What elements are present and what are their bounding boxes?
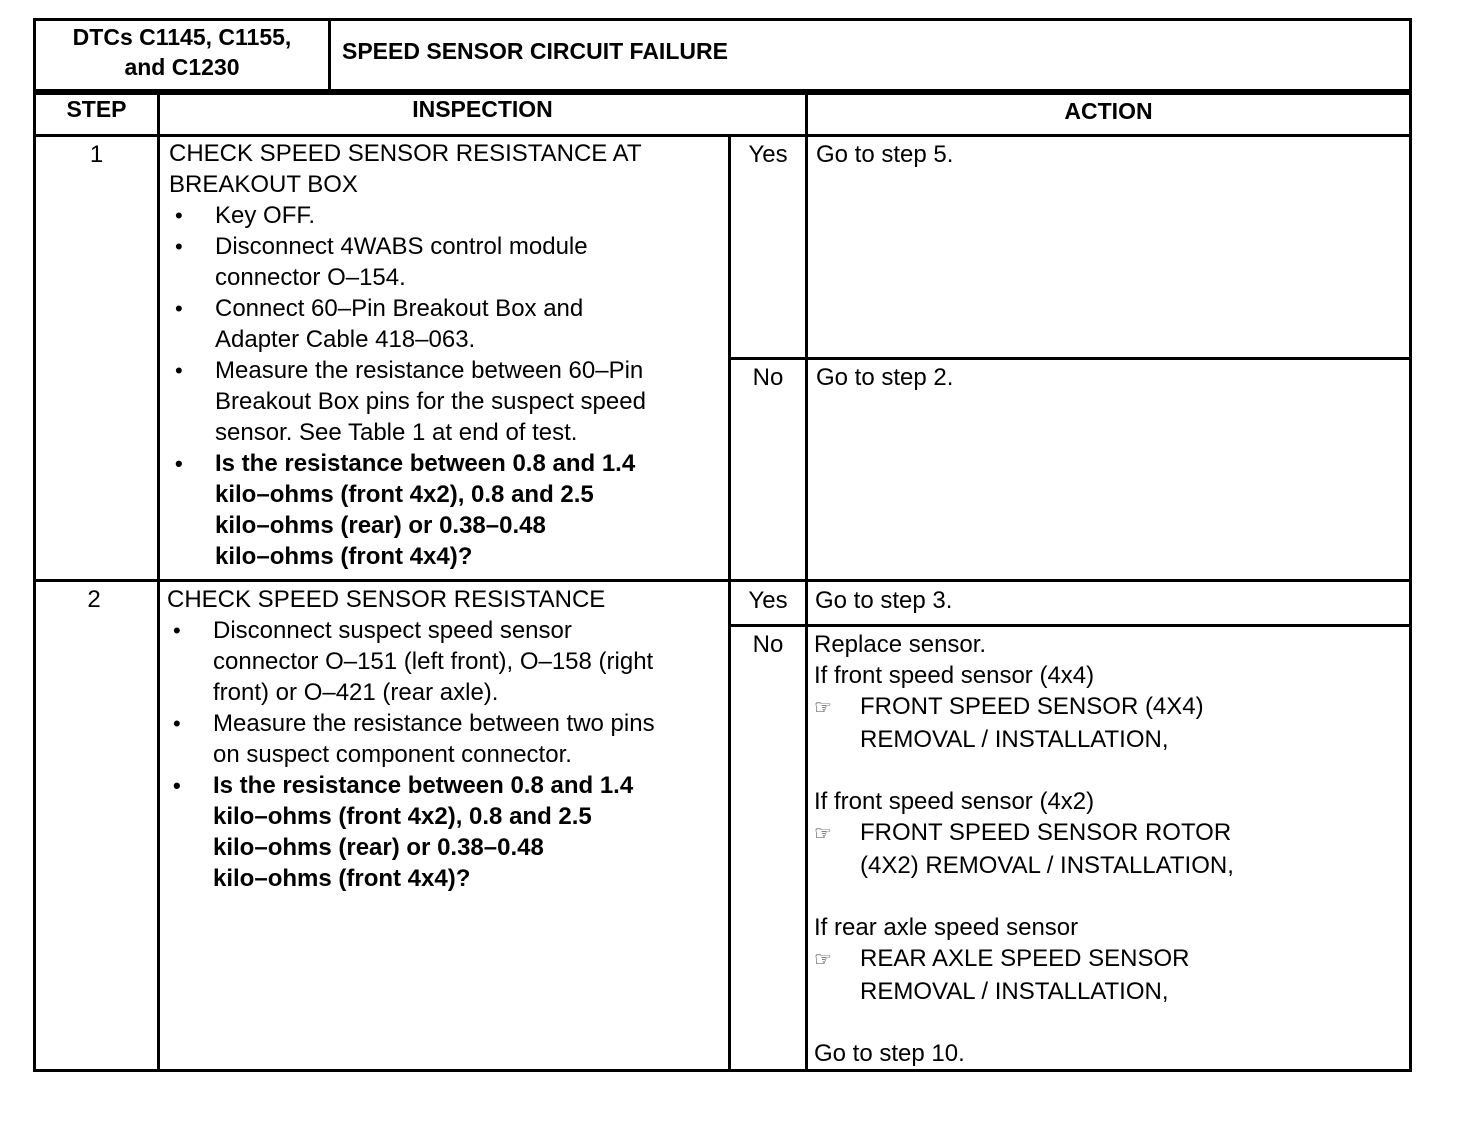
column-header-rule [33, 134, 1412, 137]
step-number: 1 [89, 141, 104, 168]
action-condition: If front speed sensor (4x4) [814, 662, 1095, 689]
step1-yes-no-rule [728, 357, 1412, 360]
dtc-codes-line-2: and C1230 [124, 54, 240, 80]
bullet-line: • Measure the resistance between 60–Pin [215, 357, 644, 384]
step1-inspection [169, 138, 725, 572]
column-header-inspection: INSPECTION [412, 96, 553, 122]
action-column-divider [805, 92, 808, 1072]
reference-link[interactable] [814, 691, 1408, 724]
bullet-line: connector O–154. [215, 264, 406, 291]
reference-text: REMOVAL / INSTALLATION, [860, 726, 1169, 753]
inspection-bullet-list [169, 200, 725, 572]
bullet-line: • Measure the resistance between two pins [213, 710, 655, 737]
inspection-title: CHECK SPEED SENSOR RESISTANCE [167, 586, 606, 613]
bullet-line: • Is the resistance between 0.8 and 1.4 [213, 772, 634, 799]
step2-inspection [167, 584, 725, 894]
yes-label: Yes [748, 587, 788, 614]
dtc-codes-line-1: DTCs C1145, C1155, [72, 24, 292, 50]
bullet-line: front) or O–421 (rear axle). [213, 679, 499, 706]
pointing-hand-icon: ☞ [814, 823, 832, 845]
bullet-line: • Is the resistance between 0.8 and 1.4 [215, 450, 636, 477]
step2-no-action [814, 629, 1408, 1069]
list-item [169, 231, 725, 293]
spacer [814, 881, 1408, 912]
bullet-line: connector O–151 (left front), O–158 (right [213, 648, 654, 675]
bullet-line: kilo–ohms (front 4x2), 0.8 and 2.5 [213, 803, 592, 830]
no-label: No [752, 631, 784, 658]
list-item [169, 355, 725, 448]
column-header-action: ACTION [1064, 98, 1153, 124]
list-item [169, 200, 725, 231]
list-item [167, 708, 725, 770]
reference-text: FRONT SPEED SENSOR (4X4) [860, 693, 1204, 720]
yes-action: Go to step 3. [815, 587, 953, 614]
step-separator-rule [33, 579, 1412, 582]
inspection-title: CHECK SPEED SENSOR RESISTANCE AT [169, 140, 642, 167]
action-line: Replace sensor. [814, 631, 987, 658]
list-item [167, 615, 725, 708]
pointing-hand-icon: ☞ [814, 697, 832, 719]
bullet-line: • Connect 60–Pin Breakout Box and [215, 295, 584, 322]
bullet-line: • Disconnect 4WABS control module [215, 233, 588, 260]
reference-link[interactable] [814, 817, 1408, 850]
inspection-title: BREAKOUT BOX [169, 171, 358, 198]
reference-text: (4X2) REMOVAL / INSTALLATION, [860, 852, 1234, 879]
bullet-line: kilo–ohms (rear) or 0.38–0.48 [213, 834, 544, 861]
step2-yes-no-rule [728, 624, 1412, 627]
column-header-step: STEP [66, 96, 127, 122]
yes-action: Go to step 5. [816, 141, 954, 168]
inspection-bullet-list [167, 615, 725, 894]
action-condition: If rear axle speed sensor [814, 914, 1079, 941]
bullet-line: kilo–ohms (front 4x4)? [215, 543, 473, 570]
bullet-line: on suspect component connector. [213, 741, 572, 768]
spacer [814, 755, 1408, 786]
bullet-line: • Key OFF. [215, 202, 316, 229]
list-item-question [169, 448, 725, 572]
reference-text: REAR AXLE SPEED SENSOR [860, 945, 1190, 972]
yes-label: Yes [748, 141, 788, 168]
bullet-line: • Disconnect suspect speed sensor [213, 617, 572, 644]
pointing-hand-icon: ☞ [814, 949, 832, 971]
action-line: Go to step 10. [814, 1040, 965, 1067]
no-label: No [752, 364, 784, 391]
reference-text: REMOVAL / INSTALLATION, [860, 978, 1169, 1005]
page-title: SPEED SENSOR CIRCUIT FAILURE [342, 38, 728, 64]
bullet-line: Adapter Cable 418–063. [215, 326, 476, 353]
bullet-line: kilo–ohms (rear) or 0.38–0.48 [215, 512, 546, 539]
dtc-codes [36, 22, 328, 82]
bullet-line: kilo–ohms (front 4x4)? [213, 865, 471, 892]
step-column-divider [157, 92, 160, 1072]
bullet-line: kilo–ohms (front 4x2), 0.8 and 2.5 [215, 481, 594, 508]
step-number: 2 [87, 586, 101, 613]
no-action: Go to step 2. [816, 364, 954, 391]
header-divider [328, 18, 331, 92]
spacer [814, 1007, 1408, 1038]
bullet-line: Breakout Box pins for the suspect speed [215, 388, 646, 415]
reference-link[interactable] [814, 943, 1408, 976]
list-item-question [167, 770, 725, 894]
action-condition: If front speed sensor (4x2) [814, 788, 1095, 815]
reference-text: FRONT SPEED SENSOR ROTOR [860, 819, 1232, 846]
bullet-line: sensor. See Table 1 at end of test. [215, 419, 578, 446]
list-item [169, 293, 725, 355]
